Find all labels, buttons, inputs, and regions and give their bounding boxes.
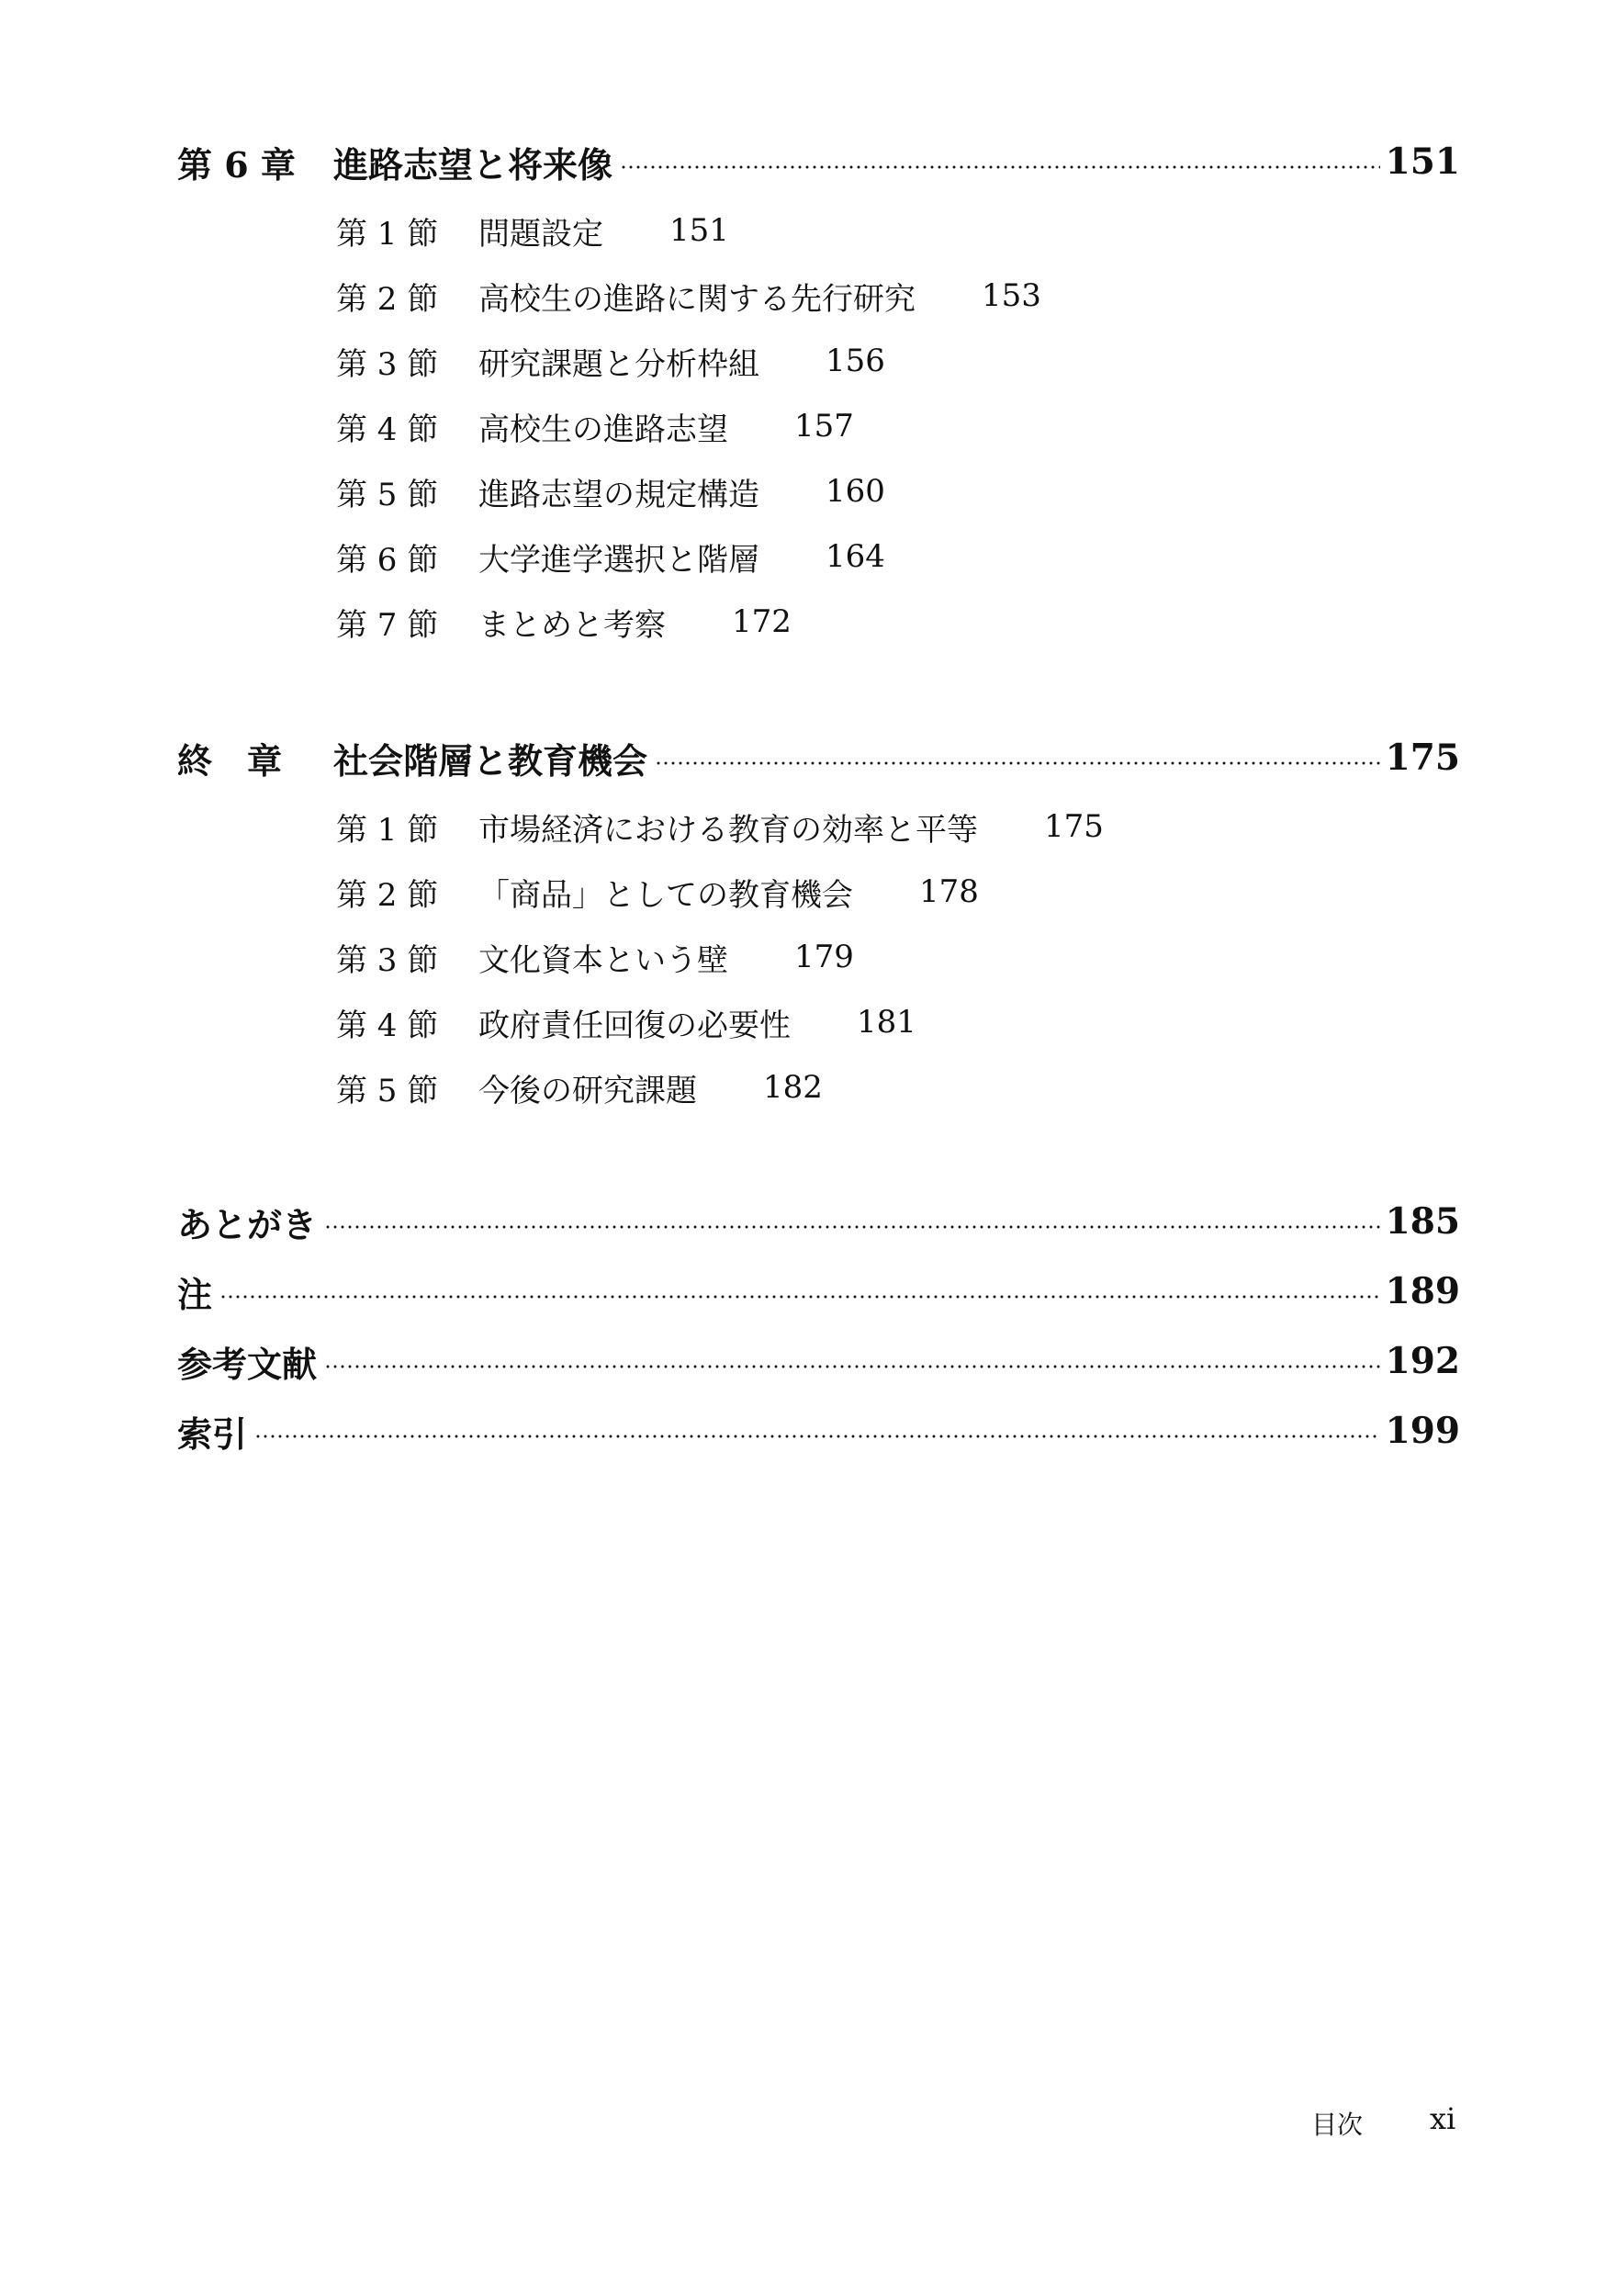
- section-title: 文化資本という壁: [478, 941, 728, 979]
- toc-section[interactable]: [336, 599, 792, 645]
- back-matter-title: 索引: [177, 1412, 248, 1455]
- toc-section[interactable]: [336, 403, 854, 449]
- section-page-number: 156: [826, 343, 885, 379]
- chapter-page-number: 175: [1385, 737, 1460, 779]
- section-label: 第 5 節: [336, 1072, 439, 1109]
- back-matter-page-number: 199: [1385, 1410, 1460, 1452]
- section-title: 政府責任回復の必要性: [478, 1007, 791, 1044]
- toc-section[interactable]: [336, 273, 1041, 319]
- section-label: 第 3 節: [336, 345, 439, 383]
- section-title: 研究課題と分析枠組: [478, 345, 759, 383]
- toc-section[interactable]: [336, 999, 916, 1045]
- toc-section[interactable]: [336, 869, 979, 915]
- section-title: 進路志望の規定構造: [478, 476, 759, 513]
- section-page-number: 179: [794, 939, 854, 975]
- section-page-number: 181: [857, 1004, 916, 1041]
- section-title: まとめと考察: [478, 606, 666, 644]
- section-page-number: 175: [1044, 808, 1104, 845]
- section-label: 第 4 節: [336, 411, 439, 448]
- section-page-number: 178: [919, 873, 979, 910]
- dot-leader: [324, 1365, 1380, 1368]
- section-title: 市場経済における教育の効率と平等: [478, 811, 978, 849]
- folio-page-number: xi: [1430, 2101, 1456, 2136]
- section-label: 第 3 節: [336, 941, 439, 979]
- toc-section[interactable]: [336, 934, 854, 980]
- section-label: 第 1 節: [336, 811, 439, 849]
- toc-afterword[interactable]: [177, 1196, 1460, 1247]
- dot-leader: [254, 1435, 1380, 1438]
- back-matter-title: 注: [177, 1273, 213, 1315]
- dot-leader: [324, 1225, 1380, 1229]
- section-title: 問題設定: [478, 215, 603, 253]
- section-label: 第 1 節: [336, 215, 439, 253]
- toc-chapter-6[interactable]: [177, 136, 1460, 187]
- toc-section[interactable]: [336, 208, 729, 253]
- section-label: 第 5 節: [336, 476, 439, 513]
- chapter-title: 社会階層と教育機会: [333, 739, 648, 782]
- section-page-number: 151: [669, 212, 729, 249]
- section-title: 大学進学選択と階層: [478, 541, 759, 579]
- toc-section[interactable]: [336, 1064, 823, 1110]
- chapter-page-number: 151: [1385, 141, 1460, 183]
- section-title: 「商品」としての教育機会: [478, 876, 853, 914]
- section-title: 高校生の進路に関する先行研究: [478, 280, 916, 318]
- back-matter-title: あとがき: [177, 1203, 318, 1245]
- section-label: 第 2 節: [336, 876, 439, 914]
- section-page-number: 157: [794, 408, 854, 445]
- back-matter-page-number: 185: [1385, 1200, 1460, 1243]
- section-page-number: 160: [826, 473, 885, 510]
- toc-section[interactable]: [336, 338, 885, 384]
- toc-index[interactable]: [177, 1405, 1460, 1457]
- toc-section[interactable]: [336, 534, 885, 580]
- toc-chapter-final[interactable]: [177, 732, 1460, 783]
- dot-leader: [219, 1295, 1380, 1299]
- toc-section[interactable]: [336, 804, 1104, 850]
- toc-references[interactable]: [177, 1335, 1460, 1387]
- back-matter-page-number: 192: [1385, 1340, 1460, 1382]
- chapter-label: 第 6 章: [177, 143, 296, 186]
- dot-leader: [620, 165, 1380, 169]
- section-page-number: 164: [826, 538, 885, 575]
- chapter-title: 進路志望と将来像: [333, 143, 613, 186]
- section-page-number: 172: [732, 603, 792, 640]
- section-label: 第 2 節: [336, 280, 439, 318]
- back-matter-title: 参考文献: [177, 1343, 318, 1385]
- back-matter-page-number: 189: [1385, 1270, 1460, 1312]
- toc-section[interactable]: [336, 468, 885, 514]
- toc-notes[interactable]: [177, 1266, 1460, 1317]
- running-footer-label: 目次: [1311, 2110, 1364, 2140]
- section-label: 第 4 節: [336, 1007, 439, 1044]
- chapter-label: 終 章: [177, 739, 283, 782]
- section-page-number: 182: [763, 1069, 823, 1106]
- section-title: 今後の研究課題: [478, 1072, 697, 1109]
- section-page-number: 153: [982, 277, 1041, 314]
- dot-leader: [655, 761, 1380, 765]
- section-label: 第 6 節: [336, 541, 439, 579]
- section-title: 高校生の進路志望: [478, 411, 728, 448]
- section-label: 第 7 節: [336, 606, 439, 644]
